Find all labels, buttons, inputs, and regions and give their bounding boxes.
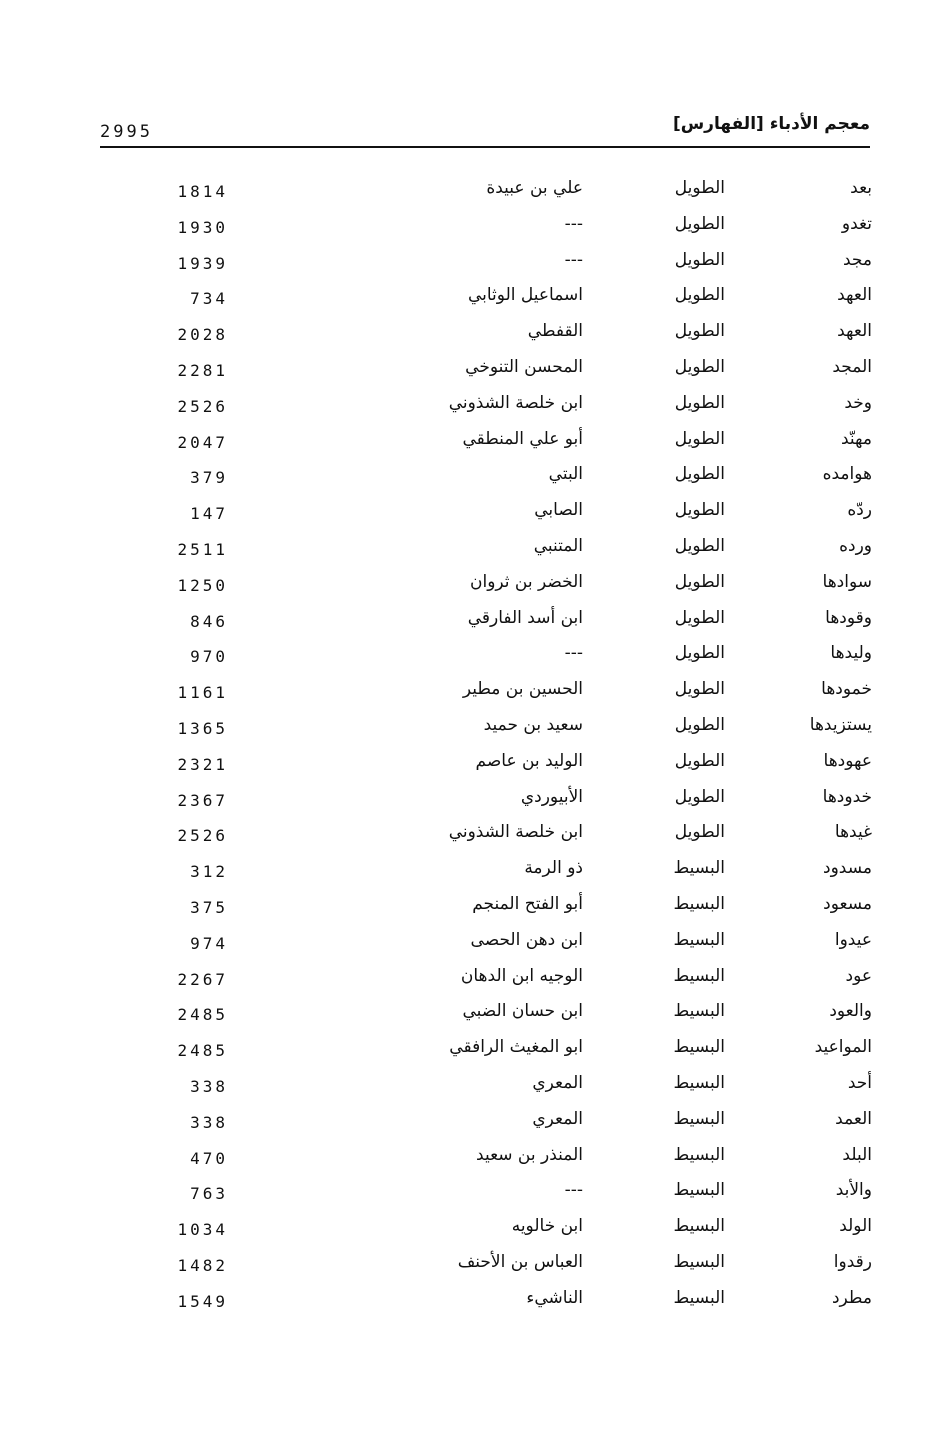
poet-name: الخضر بن ثروان — [469, 571, 583, 592]
rhyme-word: وخد — [844, 392, 872, 413]
page-reference: 2321 — [177, 754, 228, 774]
poet-name: ابن خلصة الشذوني — [448, 392, 583, 413]
index-row — [0, 785, 938, 821]
rhyme-word: عيدوا — [834, 929, 872, 950]
page-reference: 147 — [190, 504, 228, 524]
index-row — [0, 749, 938, 785]
page-reference: 375 — [190, 897, 228, 917]
page-reference: 1549 — [177, 1291, 228, 1311]
page-reference: 734 — [190, 289, 228, 309]
rhyme-word: هوامده — [822, 464, 872, 485]
rhyme-word: ردّه — [847, 500, 872, 521]
rhyme-word: العهد — [837, 321, 872, 342]
poet-name: سعيد بن حميد — [483, 714, 583, 735]
rhyme-word: العمد — [835, 1108, 872, 1129]
index-row — [0, 1143, 938, 1179]
poetic-meter: البسيط — [673, 858, 725, 879]
page-reference: 379 — [190, 468, 228, 488]
page-reference: 1814 — [177, 182, 228, 201]
poet-name: القفطي — [527, 321, 583, 342]
page-reference: 338 — [190, 1076, 228, 1096]
page-reference: 970 — [190, 647, 228, 667]
poetic-meter: الطويل — [674, 392, 725, 413]
index-row — [0, 928, 938, 964]
rhyme-word: والعود — [829, 1001, 872, 1022]
header-divider — [100, 146, 870, 148]
poetic-meter: الطويل — [674, 249, 725, 270]
rhyme-word: المواعيد — [814, 1037, 872, 1058]
page-reference: 2511 — [177, 539, 228, 559]
poet-name: الصابي — [534, 500, 583, 521]
index-row — [0, 1071, 938, 1107]
index-row — [0, 1286, 938, 1322]
index-row — [0, 641, 938, 677]
rhyme-word: مسعود — [823, 893, 872, 914]
poet-name: ذو الرمة — [524, 858, 583, 879]
poet-name: ابن حسان الضبي — [462, 1001, 583, 1022]
rhyme-word: عهودها — [823, 750, 872, 771]
index-row — [0, 1107, 938, 1143]
page-reference: 2267 — [177, 969, 228, 989]
rhyme-word: مهنّد — [841, 428, 872, 449]
poet-name: البتي — [548, 464, 583, 485]
page-reference: 2047 — [177, 432, 228, 452]
index-row — [0, 606, 938, 642]
rhyme-word: سوادها — [822, 571, 872, 592]
poetic-meter: البسيط — [673, 1216, 725, 1237]
page-reference: 1930 — [177, 217, 228, 237]
rhyme-word: بعد — [850, 178, 872, 198]
poet-name: أبو علي المنطقي — [462, 428, 583, 449]
poetic-meter: الطويل — [674, 213, 725, 234]
page-reference: 2028 — [177, 325, 228, 345]
poet-name: ابن أسد الفارقي — [467, 607, 583, 628]
index-row — [0, 319, 938, 355]
poet-name: --- — [564, 213, 583, 234]
poet-name: المعري — [532, 1108, 583, 1129]
poet-name: ابو المغيث الرافقي — [449, 1037, 583, 1058]
page-reference: 1161 — [177, 683, 228, 703]
poetic-meter: الطويل — [674, 321, 725, 342]
page-reference: 2367 — [177, 790, 228, 810]
rhyme-word: الولد — [839, 1216, 872, 1237]
rhyme-word: خدودها — [822, 786, 872, 807]
rhyme-word: ورده — [839, 535, 872, 556]
page-number: 2995 — [100, 122, 153, 142]
index-row — [0, 677, 938, 713]
poetic-meter: الطويل — [674, 535, 725, 556]
index-row — [0, 1214, 938, 1250]
poet-name: اسماعيل الوثابي — [467, 285, 583, 306]
poet-name: العباس بن الأحنف — [457, 1251, 583, 1272]
rhyme-word: والأبد — [835, 1180, 872, 1201]
rhyme-word: وقودها — [825, 607, 872, 628]
page-reference: 312 — [190, 862, 228, 882]
page-reference: 1365 — [177, 718, 228, 738]
index-row — [0, 248, 938, 284]
poet-name: الحسين بن مطير — [462, 679, 583, 700]
page-reference: 2526 — [177, 826, 228, 846]
rhyme-word: يستزيدها — [809, 714, 872, 735]
poetic-meter: الطويل — [674, 428, 725, 449]
poetic-meter: الطويل — [674, 178, 725, 198]
poetic-meter: البسيط — [673, 1108, 725, 1129]
poet-name: الأبيوردي — [520, 786, 583, 807]
index-row — [0, 892, 938, 928]
poet-name: الناشيء — [526, 1287, 583, 1308]
rhyme-word: مطرد — [831, 1287, 872, 1308]
poetic-meter: البسيط — [673, 1287, 725, 1308]
poetic-meter: البسيط — [673, 893, 725, 914]
rhyme-word: عود — [845, 965, 872, 986]
poetic-meter: البسيط — [673, 965, 725, 986]
rhyme-word: أحد — [847, 1072, 872, 1093]
poetic-meter: الطويل — [674, 285, 725, 306]
index-row — [0, 391, 938, 427]
poetic-meter: البسيط — [673, 1180, 725, 1201]
poet-name: المعري — [532, 1072, 583, 1093]
index-row — [0, 713, 938, 749]
poetic-meter: الطويل — [674, 607, 725, 628]
poetic-meter: البسيط — [673, 1001, 725, 1022]
page-reference: 1250 — [177, 575, 228, 595]
rhyme-word: المجد — [832, 356, 872, 377]
index-row — [0, 427, 938, 463]
rhyme-word: العهد — [837, 285, 872, 306]
rhyme-word: مسدود — [823, 858, 872, 879]
poetic-meter: البسيط — [673, 1251, 725, 1272]
page-reference: 2526 — [177, 396, 228, 416]
poetic-meter: البسيط — [673, 1072, 725, 1093]
poet-name: ابن دهن الحصى — [470, 929, 583, 950]
poetic-meter: البسيط — [673, 1037, 725, 1058]
rhyme-word: تغدو — [841, 213, 872, 234]
poet-name: --- — [564, 643, 583, 664]
index-row — [0, 570, 938, 606]
page-reference: 1482 — [177, 1255, 228, 1275]
page-reference: 974 — [190, 933, 228, 953]
rhyme-index-table — [0, 176, 938, 1322]
poet-name: ابن خالويه — [511, 1216, 583, 1237]
poet-name: ابن خلصة الشذوني — [448, 822, 583, 843]
index-row — [0, 1250, 938, 1286]
poetic-meter: الطويل — [674, 464, 725, 485]
index-row — [0, 999, 938, 1035]
page-reference: 2485 — [177, 1005, 228, 1025]
poetic-meter: الطويل — [674, 822, 725, 843]
page-reference: 2485 — [177, 1041, 228, 1061]
page-reference: 338 — [190, 1112, 228, 1132]
index-row — [0, 1178, 938, 1214]
rhyme-word: وليدها — [830, 643, 872, 664]
poetic-meter: البسيط — [673, 1144, 725, 1165]
page-reference: 2281 — [177, 360, 228, 380]
poetic-meter: الطويل — [674, 643, 725, 664]
index-row — [0, 498, 938, 534]
poet-name: --- — [564, 1180, 583, 1201]
poetic-meter: الطويل — [674, 786, 725, 807]
index-row — [0, 212, 938, 248]
page-reference: 1034 — [177, 1220, 228, 1240]
index-row — [0, 1035, 938, 1071]
rhyme-word: غيدها — [834, 822, 872, 843]
poetic-meter: الطويل — [674, 714, 725, 735]
page-reference: 1939 — [177, 253, 228, 273]
poetic-meter: الطويل — [674, 500, 725, 521]
index-row — [0, 355, 938, 391]
poet-name: المتنبي — [533, 535, 583, 556]
page-reference: 470 — [190, 1148, 228, 1168]
index-row — [0, 856, 938, 892]
poet-name: أبو الفتح المنجم — [472, 893, 583, 914]
page-reference: 846 — [190, 611, 228, 631]
index-row — [0, 964, 938, 1000]
poet-name: المحسن التنوخي — [465, 356, 583, 377]
poet-name: الوليد بن عاصم — [475, 750, 583, 771]
poetic-meter: الطويل — [674, 679, 725, 700]
index-row — [0, 534, 938, 570]
rhyme-word: البلد — [842, 1144, 872, 1165]
index-row — [0, 820, 938, 856]
index-row — [0, 283, 938, 319]
rhyme-word: مجد — [842, 249, 872, 270]
index-row — [0, 462, 938, 498]
book-title: معجم الأدباء [الفهارس] — [672, 114, 870, 134]
poet-name: --- — [564, 249, 583, 270]
poetic-meter: البسيط — [673, 929, 725, 950]
poet-name: المنذر بن سعيد — [476, 1144, 583, 1165]
rhyme-word: خمودها — [821, 679, 872, 700]
poet-name: الوجيه ابن الدهان — [460, 965, 583, 986]
poet-name: علي بن عبيدة — [486, 178, 583, 198]
poetic-meter: الطويل — [674, 571, 725, 592]
rhyme-word: رقدوا — [833, 1251, 872, 1272]
poetic-meter: الطويل — [674, 750, 725, 771]
page-reference: 763 — [190, 1184, 228, 1204]
poetic-meter: الطويل — [674, 356, 725, 377]
index-row — [0, 176, 938, 212]
